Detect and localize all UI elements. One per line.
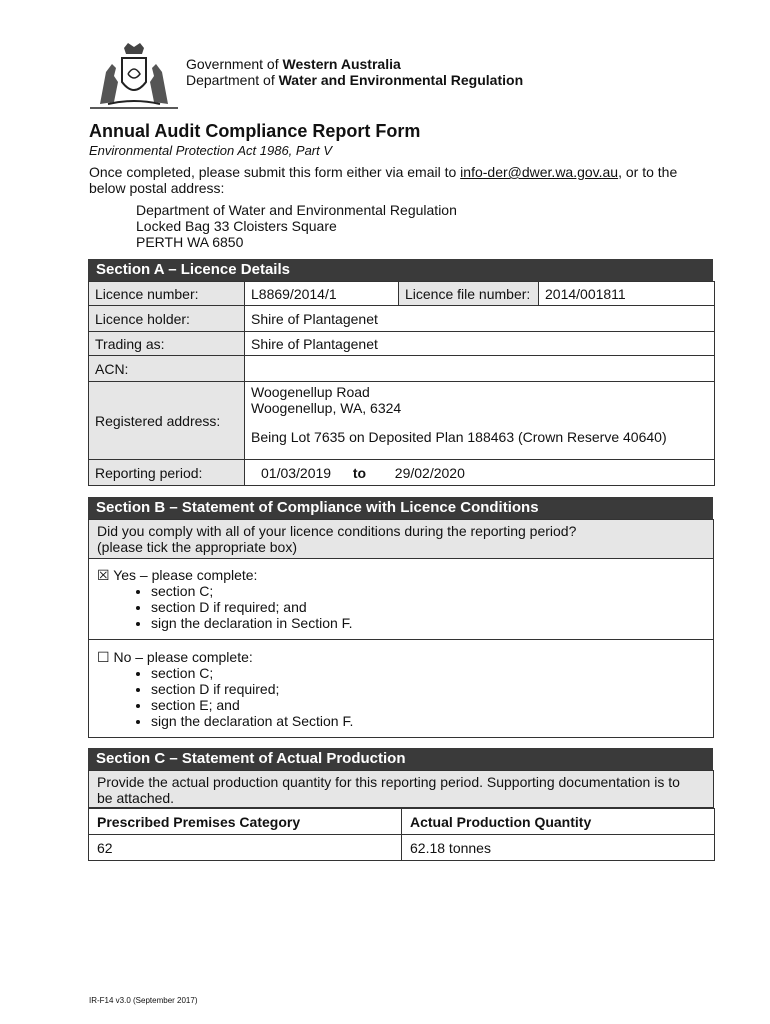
wa-coat-of-arms-icon [88, 42, 180, 112]
list-item: • section C; [151, 665, 705, 681]
address-line: PERTH WA 6850 [136, 234, 244, 250]
intro-text [89, 164, 699, 196]
list-item: • section C; [151, 583, 705, 599]
production-instruction [88, 770, 714, 808]
address-line: Being Lot 7635 on Deposited Plan 188463 (Crown Reserve 40640) [251, 429, 667, 445]
postal-address [136, 202, 457, 250]
dept-prefix: Department of [186, 72, 275, 88]
list-item: • section E; and [151, 697, 705, 713]
quantity-value[interactable]: 62.18 tonnes [402, 835, 715, 861]
address-line: Woogenellup Road [251, 384, 370, 400]
dept-name: Water and Environmental Regulation [278, 72, 524, 88]
quantity-column-header: Actual Production Quantity [402, 809, 715, 835]
intro-before: Once completed, please submit this form either via email to [89, 164, 457, 180]
address-line: Locked Bag 33 Cloisters Square [136, 218, 337, 234]
period-from: 01/03/2019 [261, 464, 332, 481]
intro-after: , or to the below postal address: [89, 164, 678, 196]
no-label: No – please complete: [113, 649, 253, 665]
licence-number-value[interactable]: L8869/2014/1 [245, 282, 399, 306]
instruction-line: be attached. [97, 790, 175, 806]
section-c-heading: Section C – Statement of Actual Production [88, 748, 713, 770]
page-subtitle: Environmental Protection Act 1986, Part V [89, 143, 333, 158]
compliance-question [88, 519, 714, 559]
list-item: • section D if required; and [151, 599, 705, 615]
page-title: Annual Audit Compliance Report Form [89, 121, 421, 141]
yes-list [97, 583, 705, 631]
yes-option [88, 558, 714, 640]
licence-holder-label: Licence holder: [89, 306, 245, 332]
address-line: Department of Water and Environmental Regulation [136, 202, 457, 218]
file-number-label: Licence file number: [399, 282, 539, 306]
gov-state: Western Australia [282, 56, 401, 72]
no-checkbox[interactable]: ☐ [97, 649, 110, 665]
category-value[interactable]: 62 [89, 835, 402, 861]
gov-prefix: Government of [186, 56, 279, 72]
question-line: Did you comply with all of your licence conditions during the reporting period? [97, 523, 577, 539]
government-heading [186, 56, 523, 88]
section-a-heading: Section A – Licence Details [88, 259, 713, 281]
yes-label: Yes – please complete: [113, 567, 258, 583]
acn-label: ACN: [89, 356, 245, 382]
period-to: 29/02/2020 [394, 464, 465, 481]
registered-address-value[interactable] [245, 382, 715, 460]
list-item: • sign the declaration at Section F. [151, 713, 705, 729]
yes-checkbox[interactable]: ☒ [97, 567, 110, 583]
reporting-period-value[interactable] [245, 460, 715, 486]
reporting-period-label: Reporting period: [89, 460, 245, 486]
no-option [88, 639, 714, 738]
list-item: • sign the declaration in Section F. [151, 615, 705, 631]
trading-as-value[interactable]: Shire of Plantagenet [245, 332, 715, 356]
question-hint: (please tick the appropriate box) [97, 539, 297, 555]
email-link[interactable]: info-der@dwer.wa.gov.au [460, 164, 619, 180]
category-column-header: Prescribed Premises Category [89, 809, 402, 835]
instruction-line: Provide the actual production quantity for this reporting period. Supporting documentation is to [97, 774, 680, 790]
licence-number-label: Licence number: [89, 282, 245, 306]
no-list [97, 665, 705, 729]
trading-as-label: Trading as: [89, 332, 245, 356]
production-table [88, 808, 715, 861]
licence-holder-value[interactable]: Shire of Plantagenet [245, 306, 715, 332]
acn-value[interactable] [245, 356, 715, 382]
section-b-heading: Section B – Statement of Compliance with Licence Conditions [88, 497, 713, 519]
licence-details-table [88, 281, 715, 486]
file-number-value[interactable]: 2014/001811 [539, 282, 715, 306]
list-item: • section D if required; [151, 681, 705, 697]
period-to-label: to [352, 464, 367, 481]
address-line: Woogenellup, WA, 6324 [251, 400, 402, 416]
form-code: IR-F14 v3.0 (September 2017) [89, 996, 198, 1005]
registered-address-label: Registered address: [89, 382, 245, 460]
